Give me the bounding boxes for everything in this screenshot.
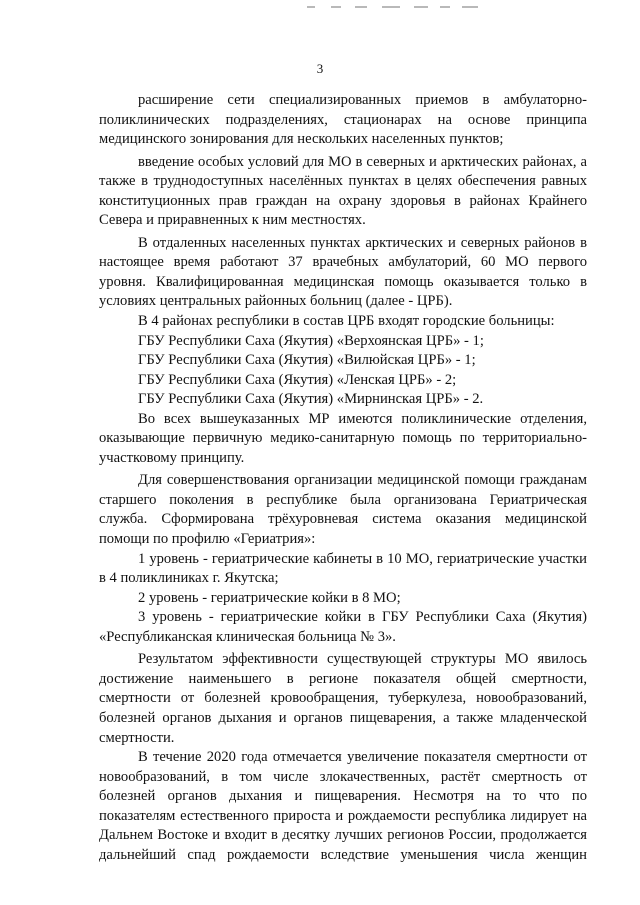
text-line: уровня. Квалифицированная медицинская помощь оказывается только в — [99, 273, 587, 290]
text-line: Дальнем Востоке и входит в десятку лучших регионов России, продолжается — [99, 827, 587, 844]
text-line: новообразований, в том числе злокачественных, растёт смертность от — [99, 768, 587, 785]
text-line: Для совершенствования организации медицинской помощи гражданам — [138, 472, 587, 489]
text-line: Во всех вышеуказанных МР имеются поликлинические отделения, — [138, 410, 587, 427]
text-line: В отдаленных населенных пунктах арктических и северных районов в — [138, 234, 587, 251]
text-line: старшего поколения в республике была организована Гериатрическая — [99, 491, 587, 508]
scan-artifact — [355, 6, 367, 8]
text-line: поликлинических подразделениях, стационарах на основе принципа — [99, 111, 587, 128]
text-line: ГБУ Республики Саха (Якутия) «Вилюйская ЦРБ» - 1; — [138, 352, 476, 369]
text-line: расширение сети специализированных приемов в амбулаторно- — [138, 92, 587, 108]
text-line: настоящее время работают 37 врачебных амбулаторий, 60 МО первого — [99, 254, 587, 271]
text-line: ГБУ Республики Саха (Якутия) «Ленская ЦРБ» - 2; — [138, 371, 457, 388]
scan-artifact — [414, 6, 428, 8]
text-line: дальнейший спад рождаемости вследствие уменьшения числа женщин — [99, 846, 587, 863]
text-line: болезней органов дыхания и пищеварения. Несмотря на то что по — [99, 788, 587, 805]
text-line: участковому принципу. — [99, 449, 245, 466]
text-line: конституционных прав граждан на охрану здоровья в районах Крайнего — [99, 192, 587, 209]
text-line: 2 уровень - гериатрические койки в 8 МО; — [138, 589, 401, 606]
text-line: В течение 2020 года отмечается увеличение показателя смертности от — [138, 749, 587, 766]
scan-artifact — [462, 6, 478, 8]
text-line: оказывающие первичную медико-санитарную помощь по территориально- — [99, 430, 587, 447]
text-line: В 4 районах республики в состав ЦРБ входят городские больницы: — [138, 313, 555, 330]
text-line: 3 уровень - гериатрические койки в ГБУ Республики Саха (Якутия) — [138, 609, 587, 626]
scan-artifact — [440, 6, 450, 8]
text-line: 1 уровень - гериатрические кабинеты в 10 МО, гериатрические участки — [138, 550, 587, 567]
text-line: помощи по профилю «Гериатрия»: — [99, 531, 316, 548]
text-line: показателям естественного прироста и рождаемости республика лидирует на — [99, 807, 587, 824]
text-line: в 4 поликлиниках г. Якутска; — [99, 570, 279, 587]
text-line: служба. Сформирована трёхуровневая система оказания медицинской — [99, 511, 587, 528]
text-line: ГБУ Республики Саха (Якутия) «Мирнинская ЦРБ» - 2. — [138, 391, 484, 408]
text-line: Севера и приравненных к ним местностях. — [99, 212, 366, 229]
page-number: 3 — [316, 61, 324, 76]
text-line: условиях центральных районных больниц (далее - ЦРБ). — [99, 293, 453, 310]
text-line: «Республиканская клиническая больница № 3». — [99, 628, 396, 645]
text-line: болезней органов дыхания и органов пищеварения, а также младенческой — [99, 709, 587, 726]
text-line: ГБУ Республики Саха (Якутия) «Верхоянская ЦРБ» - 1; — [138, 332, 484, 349]
text-line: смертности от болезней кровообращения, туберкулеза, новообразований, — [99, 690, 587, 707]
text-line: введение особых условий для МО в северных и арктических районах, а — [138, 153, 587, 170]
text-line: смертности. — [99, 729, 175, 746]
scan-artifact — [307, 6, 315, 8]
text-line: Результатом эффективности существующей структуры МО явилось — [138, 651, 587, 668]
body-text — [99, 91, 587, 865]
text-line: также в труднодоступных населённых пунктах в целях обеспечения равных — [99, 173, 587, 190]
scan-artifact — [331, 6, 341, 8]
text-line: достижение наименьшего в регионе показателя общей смертности, — [99, 670, 587, 687]
scan-artifact — [382, 6, 400, 8]
text-line: медицинского зонирования для нескольких населенных пунктов; — [99, 131, 504, 148]
